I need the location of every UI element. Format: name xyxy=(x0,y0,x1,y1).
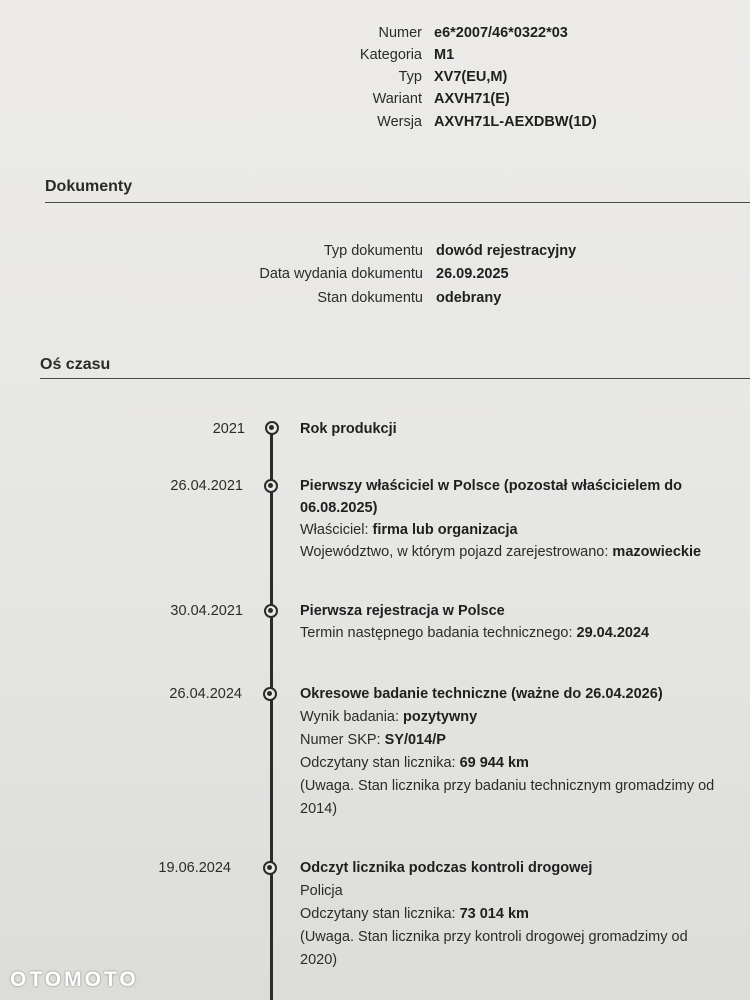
skp-label: Numer SKP: xyxy=(300,732,381,748)
next-inspection-value: 29.04.2024 xyxy=(576,625,650,641)
issue-date-label: Data wydania dokumentu xyxy=(259,266,423,282)
skp-row xyxy=(300,730,720,751)
event-date: 30.04.2021 xyxy=(170,603,243,619)
region-row xyxy=(300,542,720,563)
timeline-line xyxy=(270,428,273,1000)
event-source: Policja xyxy=(300,883,343,899)
note-line2: 2020) xyxy=(300,952,338,968)
documents-divider xyxy=(45,202,750,203)
event-title: Odczyt licznika podczas kontroli drogowej xyxy=(300,860,593,876)
odometer-value: 73 014 km xyxy=(459,906,529,922)
odometer-label: Odczytany stan licznika: xyxy=(300,906,456,922)
event-title: Pierwsza rejestracja w Polsce xyxy=(300,603,505,619)
event-title: Okresowe badanie techniczne (ważne do 26.04.2026) xyxy=(300,686,663,702)
event-date: 26.04.2024 xyxy=(169,686,242,702)
wersja-label: Wersja xyxy=(377,114,422,130)
otomoto-watermark: OTOMOTO xyxy=(10,968,139,991)
odometer-label: Odczytany stan licznika: xyxy=(300,755,456,771)
timeline-dot-icon xyxy=(264,604,278,618)
timeline-dot-icon xyxy=(263,861,277,875)
wariant-value: AXVH71(E) xyxy=(434,91,510,107)
numer-label: Numer xyxy=(378,25,422,41)
timeline-dot-icon xyxy=(263,687,277,701)
note-line1: (Uwaga. Stan licznika przy kontroli drogowej gromadzimy od xyxy=(300,929,688,945)
kategoria-value: M1 xyxy=(434,47,455,63)
wariant-label: Wariant xyxy=(372,91,422,107)
odometer-row xyxy=(300,753,720,774)
owner-row xyxy=(300,520,720,541)
result-row xyxy=(300,707,720,728)
timeline-divider xyxy=(40,378,750,379)
event-date: 2021 xyxy=(212,421,245,437)
owner-value: firma lub organizacja xyxy=(372,522,518,538)
document-status-value: odebrany xyxy=(436,290,502,306)
timeline-dot-icon xyxy=(265,421,279,435)
typ-label: Typ xyxy=(398,69,422,85)
event-title: Rok produkcji xyxy=(300,421,397,437)
timeline-dot-icon xyxy=(264,479,278,493)
kategoria-label: Kategoria xyxy=(359,47,422,63)
event-date: 26.04.2021 xyxy=(170,478,243,494)
note-line1: (Uwaga. Stan licznika przy badaniu technicznym gromadzimy od xyxy=(300,778,715,794)
region-value: mazowieckie xyxy=(612,544,702,560)
wersja-value: AXVH71L-AEXDBW(1D) xyxy=(434,114,597,130)
odometer-row xyxy=(300,904,720,925)
document-status-label: Stan dokumentu xyxy=(317,290,423,306)
region-label: Województwo, w którym pojazd zarejestrowano: xyxy=(300,544,609,560)
result-value: pozytywny xyxy=(403,709,478,725)
owner-label: Właściciel: xyxy=(300,522,369,538)
issue-date-value: 26.09.2025 xyxy=(436,266,509,282)
result-label: Wynik badania: xyxy=(300,709,400,725)
timeline-section-title: Oś czasu xyxy=(40,356,111,373)
note-line2: 2014) xyxy=(300,801,338,817)
event-date: 19.06.2024 xyxy=(158,860,231,876)
next-inspection-row xyxy=(300,623,720,644)
document-type-label: Typ dokumentu xyxy=(323,243,423,259)
typ-value: XV7(EU,M) xyxy=(434,69,508,85)
event-title-line1: Pierwszy właściciel w Polsce (pozostał właścicielem do xyxy=(300,478,682,494)
documents-section-title: Dokumenty xyxy=(45,178,133,195)
document-type-value: dowód rejestracyjny xyxy=(436,243,577,259)
numer-value: e6*2007/46*0322*03 xyxy=(434,25,568,41)
skp-value: SY/014/P xyxy=(384,732,446,748)
next-inspection-label: Termin następnego badania technicznego: xyxy=(300,625,573,641)
odometer-value: 69 944 km xyxy=(459,755,529,771)
event-title-line2: 06.08.2025) xyxy=(300,500,378,516)
